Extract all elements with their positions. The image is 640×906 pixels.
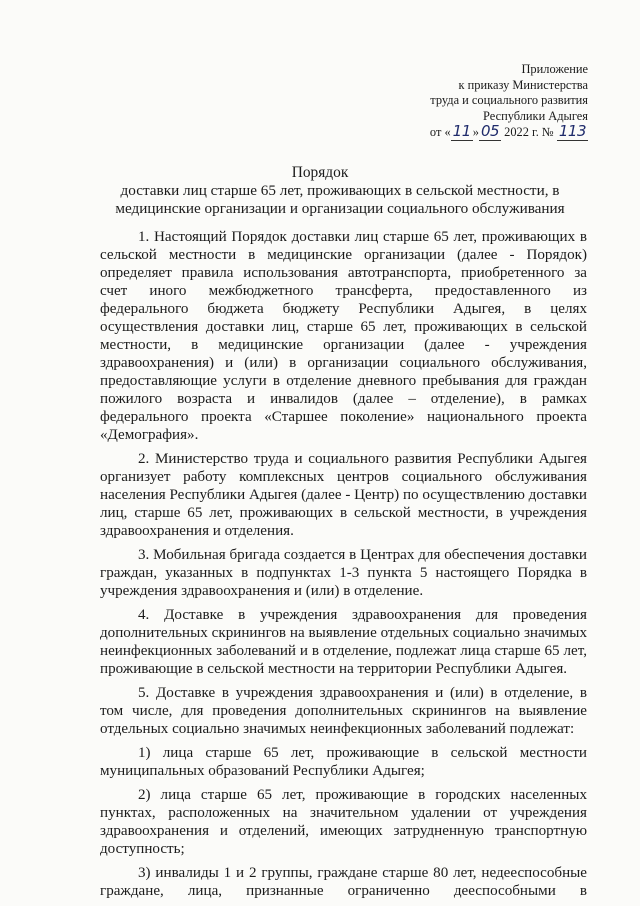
date-prefix: от « [429,125,451,140]
document-body [100,228,587,906]
paragraph: 1) лица старше 65 лет, проживающие в сельской местности муниципальных образований Республики Адыгея; [100,745,587,779]
approval-date-line [430,124,588,141]
paragraph: 2) лица старше 65 лет, проживающие в городских населенных пунктах, расположенных на значительном удалении от учреждения здравоохранения и отделений, имеющих затрудненную транспортную доступность; [100,787,587,857]
document-subtitle: доставки лиц старше 65 лет, проживающих в сельской местности, в медицинские организации и организации социального обслуживания [115,182,565,217]
approval-line: Республики Адыгея [483,108,588,123]
approval-line: Приложение [521,62,588,76]
paragraph: 4. Доставке в учреждения здравоохранения для проведения дополнительных скринингов на выявление отдельных социально значимых неинфекционных заболеваний и в отделение, подлежат лица старше 65 лет, проживающие в сельской местности на территории Республики Адыгея. [100,607,587,677]
approval-line: труда и социального развития [430,93,588,108]
paragraph: 2. Министерство труда и социального развития Республики Адыгея организует работу комплексных центров социального обслуживания населения Республики Адыгея (далее - Центр) по осуществлению доставки лиц, старше 65 лет, проживающих в сельской местности, в учреждения здравоохранения и отделения. [100,451,587,539]
handwritten-month: 05 [480,122,500,141]
approval-line: к приказу Министерства [458,77,588,92]
date-year: 2022 г. № [501,125,554,140]
document-title: Порядок [291,164,349,181]
paragraph: 3. Мобильная бригада создается в Центрах для обеспечения доставки граждан, указанных в подпунктах 1-3 пункта 5 настоящего Порядка в учреждения здравоохранения и (или) в отделение. [100,547,587,599]
handwritten-day: 11 [452,122,471,141]
date-mid: » [472,125,479,140]
paragraph: 3) инвалиды 1 и 2 группы, граждане старше 80 лет, недееспособные граждане, лица, признанные ограниченно дееспособными в [100,865,587,899]
handwritten-number: 113 [558,122,586,141]
paragraph: 1. Настоящий Порядок доставки лиц старше 65 лет, проживающих в сельской местности в медицинские организации (далее - Порядок) определяет правила использования автотранспорта, приобретенного за счет иного межбюджетного трансферта, предоставленного из федерального бюджета бюджету Республики Адыгея, в целях осуществления доставки лиц, старше 65 лет, проживающих в сельской местности, в медицинские организации (далее - учреждения здравоохранения) и (или) в организации социального обслуживания, предоставляющие услуги в отделение дневного пребывания для граждан пожилого возраста и инвалидов (далее – отделение), в рамках федерального проекта «Старшее поколение» национального проекта «Демография». [100,229,587,443]
approval-stamp [430,62,588,141]
paragraph: 5. Доставке в учреждения здравоохранения и (или) в отделение, в том числе, для проведения дополнительных скринингов на выявление отдельных социально значимых неинфекционных заболеваний подлежат: [100,685,587,737]
